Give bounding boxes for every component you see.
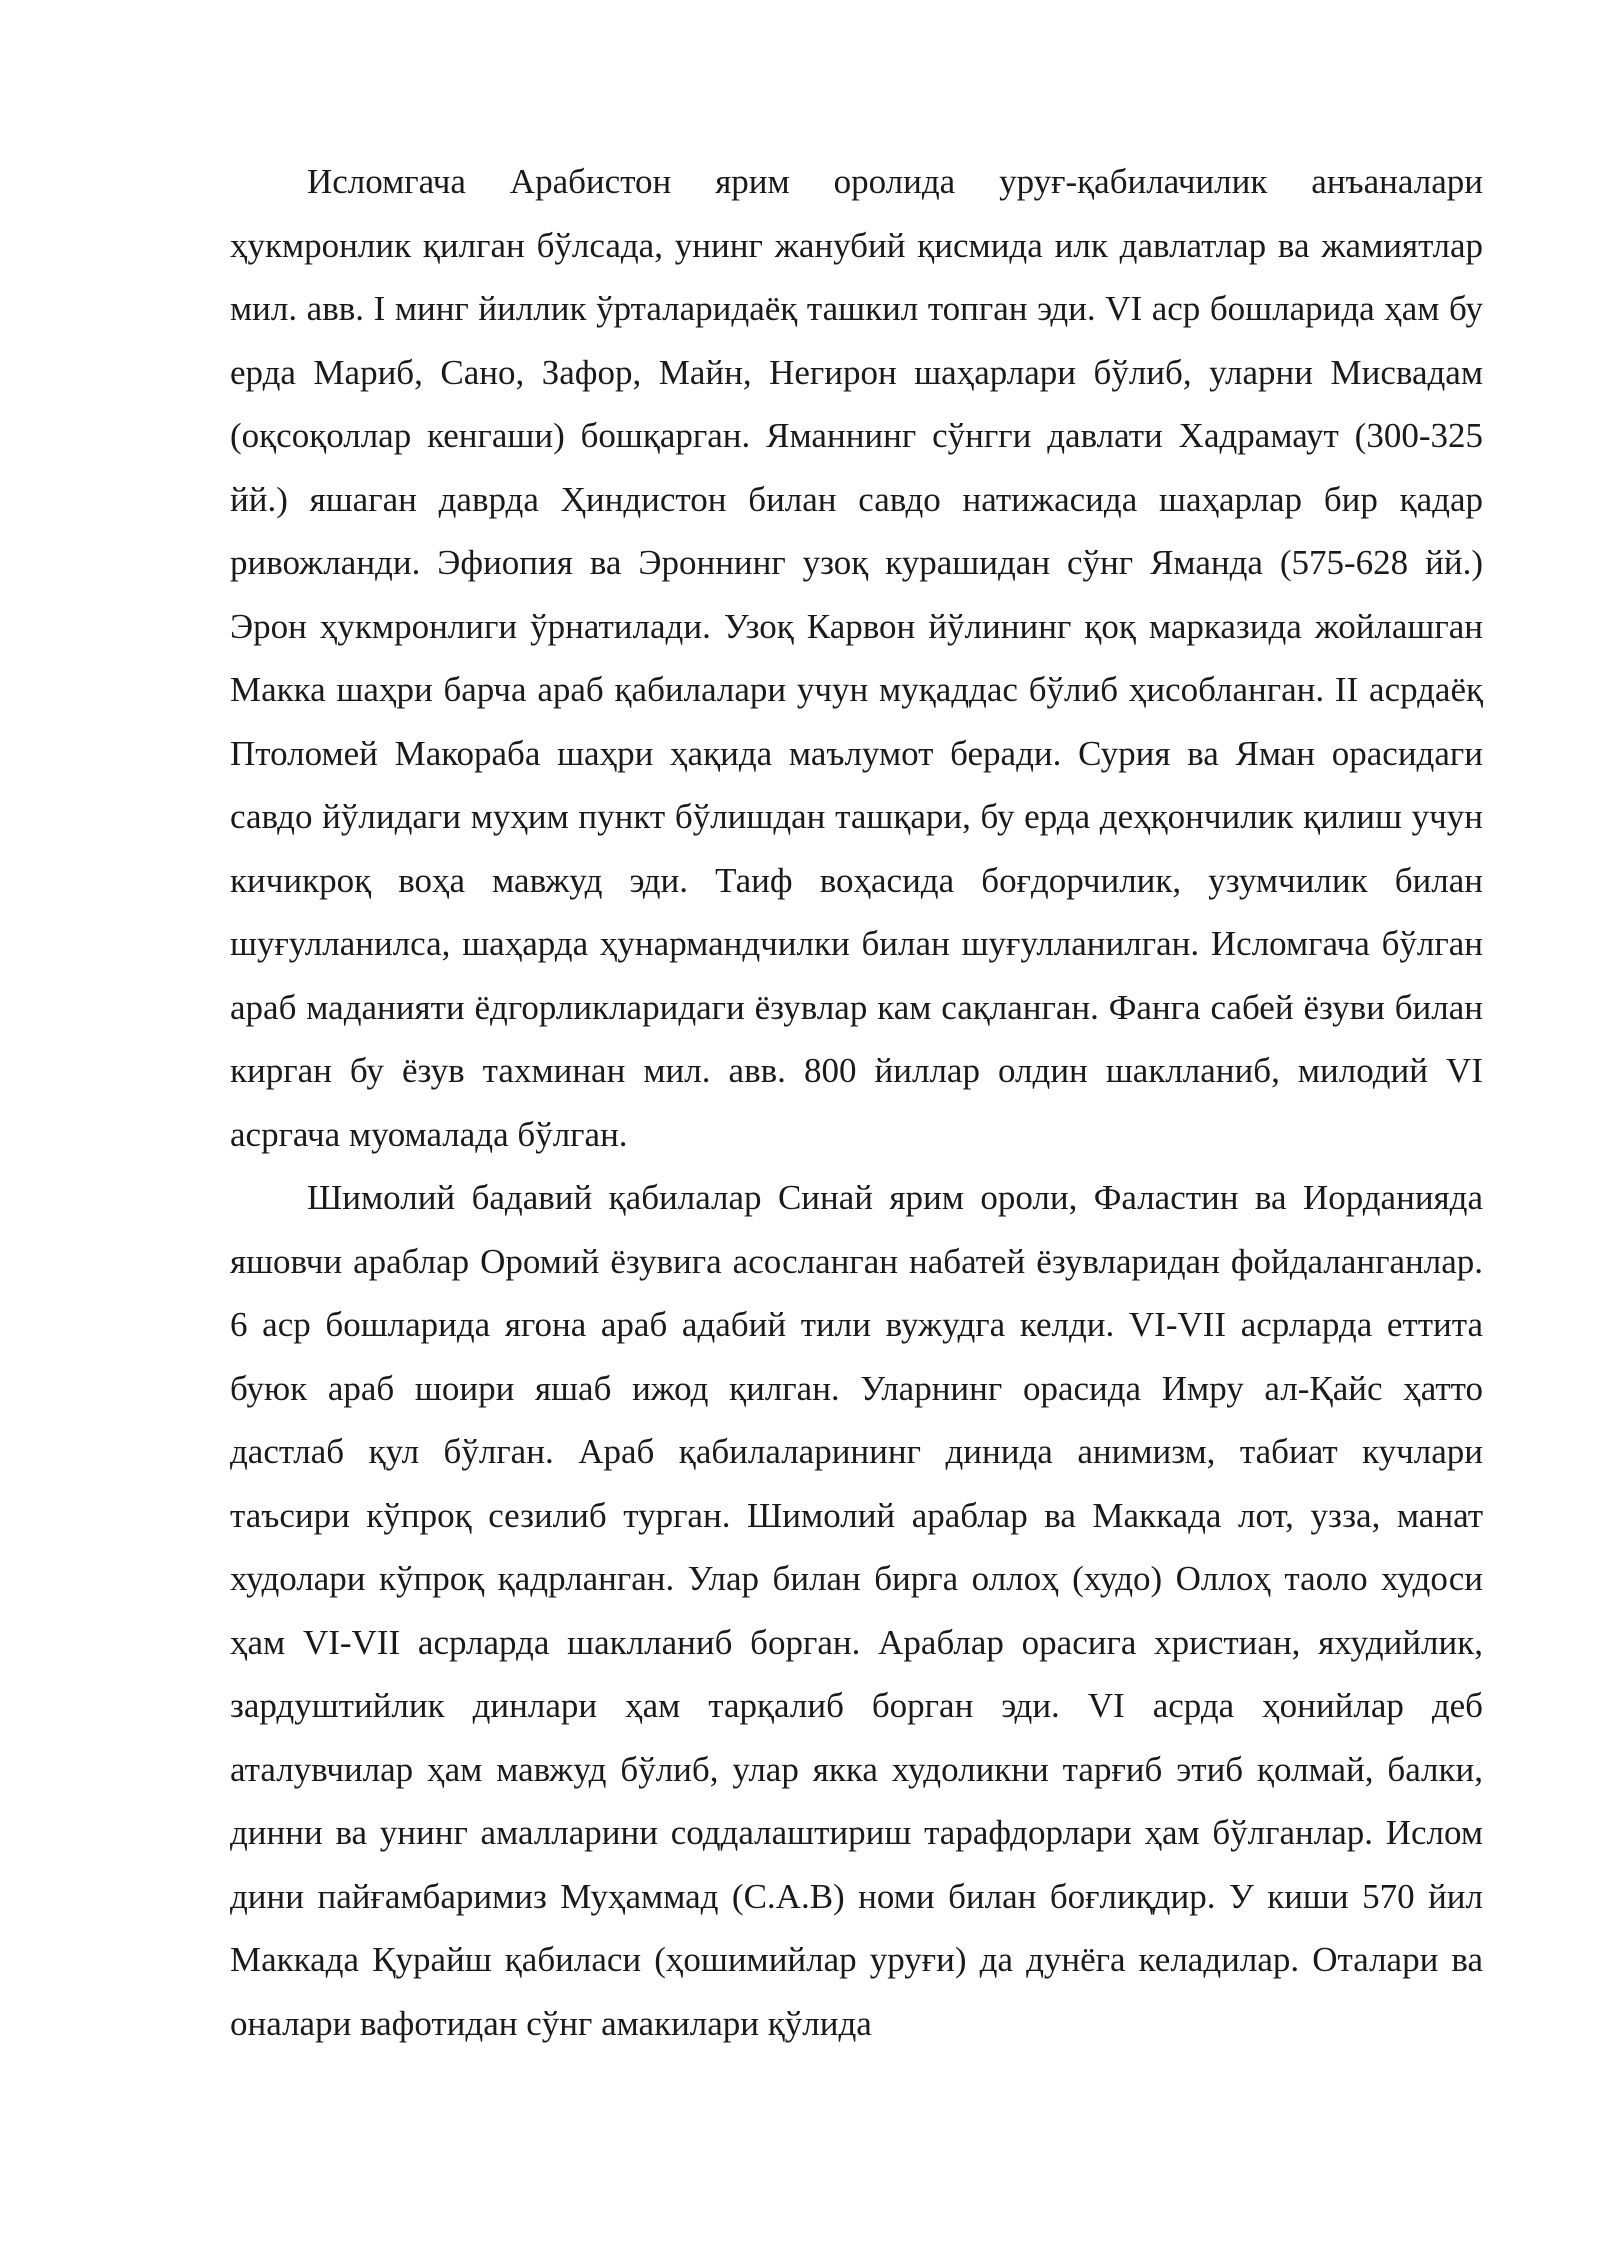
document-page [230, 150, 1483, 2055]
paragraph-2: Шимолий бадавий қабилалар Синай ярим ороли, Фаластин ва Иорданияда яшовчи араблар Оромий ёзувига асосланган набатей ёзувларидан фойдаланганлар. 6 аср бошларида ягона араб адабий тили вужудга келди. VI-VII асрларда еттита буюк араб шоири яшаб ижод қилган. Уларнинг орасида Имру ал-Қайс ҳатто дастлаб қул бўлган. Араб қабилаларининг динида анимизм, табиат кучлари таъсири кўпроқ сезилиб турган. Шимолий араблар ва Маккада лот, узза, манат худолари кўпроқ қадрланган. Улар билан бирга оллоҳ (худо) Оллоҳ таоло худоси ҳам VI-VII асрларда шаклланиб борган. Араблар орасига христиан, яхудийлик, зардуштийлик динлари ҳам тарқалиб борган эди. VI асрда ҳонийлар деб аталувчилар ҳам мавжуд бўлиб, улар якка худоликни тарғиб этиб қолмай, балки, динни ва унинг амалларини соддалаштириш тарафдорлари ҳам бўлганлар. Ислом дини пайғамбаримиз Муҳаммад (С.А.В) номи билан боғлиқдир. У киши 570 йил Маккада Қурайш қабиласи (ҳошимийлар уруғи) да дунёга келадилар. Оталари ва оналари вафотидан сўнг амакилари қўлида [230, 1178, 1483, 2043]
paragraph-1: Исломгача Арабистон ярим оролида уруғ-қабилачилик анъаналари ҳукмронлик қилган бўлсада, унинг жанубий қисмида илк давлатлар ва жамиятлар мил. авв. I минг йиллик ўрталаридаёқ ташкил топган эди. VI аср бошларида ҳам бу ерда Мариб, Сано, Зафор, Майн, Негирон шаҳарлари бўлиб, уларни Мисвадам (оқсоқоллар кенгаши) бошқарган. Яманнинг сўнгги давлати Хадрамаут (300-325 йй.) яшаган даврда Ҳиндистон билан савдо натижасида шаҳарлар бир қадар ривожланди. Эфиопия ва Эроннинг узоқ курашидан сўнг Яманда (575-628 йй.) Эрон ҳукмронлиги ўрнатилади. Узоқ Карвон йўлининг қоқ марказида жойлашган Макка шаҳри барча араб қабилалари учун муқаддас бўлиб ҳисобланган. II асрдаёқ Птоломей Макораба шаҳри ҳақида маълумот беради. Сурия ва Яман орасидаги савдо йўлидаги муҳим пункт бўлишдан ташқари, бу ерда деҳқончилик қилиш учун кичикроқ воҳа мавжуд эди. Таиф воҳасида боғдорчилик, узумчилик билан шуғулланилса, шаҳарда ҳунармандчилки билан шуғулланилган. Исломгача бўлган араб маданияти ёдгорликларидаги ёзувлар кам сақланган. Фанга сабей ёзуви билан кирган бу ёзув тахминан мил. авв. 800 йиллар олдин шаклланиб, милодий VI асргача муомалада бўлган. [230, 162, 1483, 1154]
